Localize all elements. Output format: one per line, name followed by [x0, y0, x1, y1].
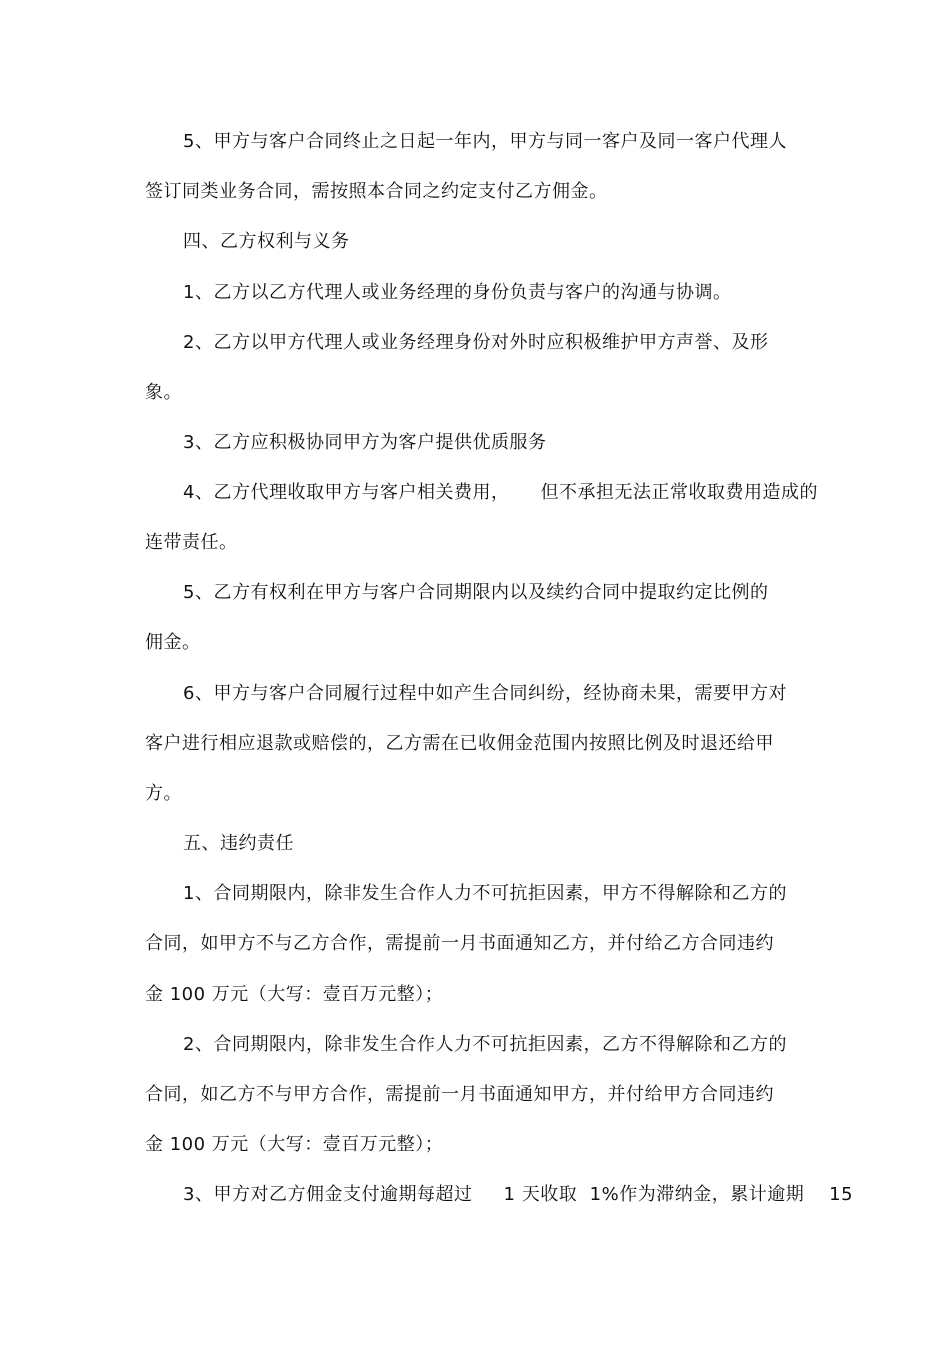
- paragraph-line: 1、合同期限内，除非发生合作人力不可抗拒因素，甲方不得解除和乙方的: [183, 883, 787, 904]
- paragraph-line: 合同，如乙方不与甲方合作，需提前一月书面通知甲方，并付给甲方合同违约: [145, 1084, 774, 1105]
- paragraph-line: 1、乙方以乙方代理人或业务经理的身份负责与客户的沟通与协调。: [183, 282, 732, 303]
- paragraph-line: 签订同类业务合同，需按照本合同之约定支付乙方佣金。: [145, 181, 608, 202]
- paragraph-line: 方。: [145, 783, 182, 804]
- paragraph-line: 2、乙方以甲方代理人或业务经理身份对外时应积极维护甲方声誉、及形: [183, 332, 769, 353]
- section-heading: 五、违约责任: [183, 833, 294, 854]
- paragraph-line: 连带责任。: [145, 532, 238, 553]
- paragraph-line: 金 100 万元（大写：壹百万元整）；: [145, 984, 444, 1005]
- paragraph-line: 象。: [145, 382, 182, 403]
- paragraph-line: 佣金。: [145, 632, 201, 653]
- paragraph-line: 5、甲方与客户合同终止之日起一年内，甲方与同一客户及同一客户代理人: [183, 131, 787, 152]
- paragraph-line: 客户进行相应退款或赔偿的，乙方需在已收佣金范围内按照比例及时退还给甲: [145, 733, 774, 754]
- paragraph-line: 4、乙方代理收取甲方与客户相关费用， 但不承担无法正常收取费用造成的: [183, 482, 819, 503]
- paragraph-line: 6、甲方与客户合同履行过程中如产生合同纠纷，经协商未果，需要甲方对: [183, 683, 787, 704]
- paragraph-line: 3、乙方应积极协同甲方为客户提供优质服务: [183, 432, 547, 453]
- paragraph-line: 2、合同期限内，除非发生合作人力不可抗拒因素，乙方不得解除和乙方的: [183, 1034, 787, 1055]
- section-heading: 四、乙方权利与义务: [183, 231, 350, 252]
- paragraph-line: 合同，如甲方不与乙方合作，需提前一月书面通知乙方，并付给乙方合同违约: [145, 933, 774, 954]
- paragraph-line: 金 100 万元（大写：壹百万元整）；: [145, 1134, 444, 1155]
- paragraph-line: 5、乙方有权利在甲方与客户合同期限内以及续约合同中提取约定比例的: [183, 582, 769, 603]
- paragraph-line: 3、甲方对乙方佣金支付逾期每超过 1 天收取 1%作为滞纳金，累计逾期 15: [183, 1184, 854, 1205]
